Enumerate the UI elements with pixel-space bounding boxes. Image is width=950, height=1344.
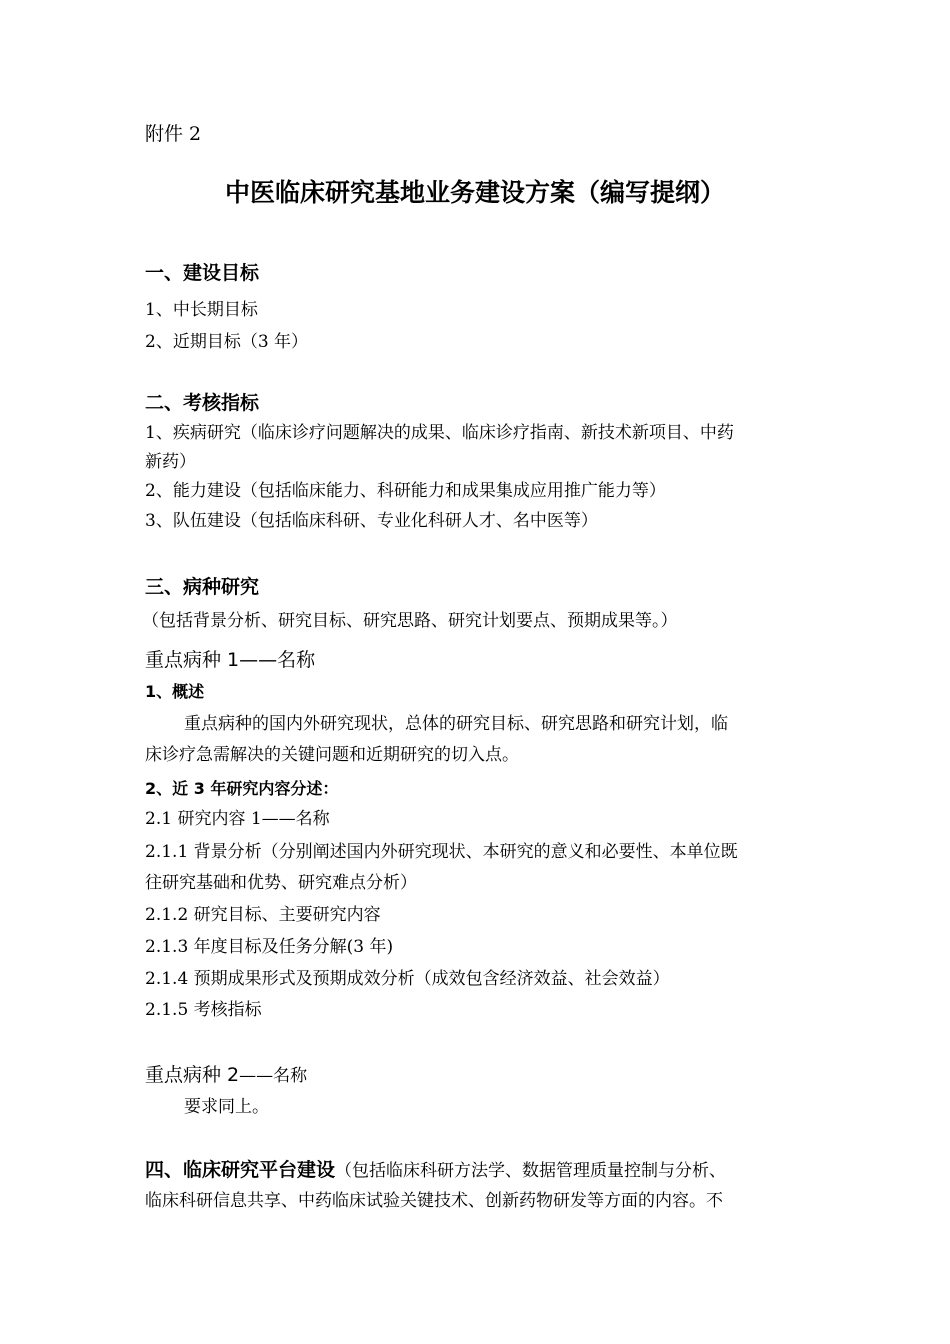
section-2-item-1-line-1: 1、疾病研究（临床诊疗问题解决的成果、临床诊疗指南、新技术新项目、中药 bbox=[145, 423, 734, 443]
section-1-item-2: 2、近期目标（3 年） bbox=[145, 332, 309, 352]
section-2-item-3: 3、队伍建设（包括临床科研、专业化科研人才、名中医等） bbox=[145, 511, 598, 531]
section-2-heading: 二、考核指标 bbox=[145, 392, 260, 414]
content-2-1-1-line-2: 往研究基础和优势、研究难点分析） bbox=[145, 873, 417, 893]
section-2-item-1-line-2: 新药） bbox=[145, 452, 196, 472]
section-3-heading: 三、病种研究 bbox=[145, 576, 260, 598]
content-2-1-5: 2.1.5 考核指标 bbox=[145, 1000, 262, 1020]
content-2-1-1-line-1: 2.1.1 背景分析（分别阐述国内外研究现状、本研究的意义和必要性、本单位既 bbox=[145, 842, 738, 862]
content-label: 2、近 3 年研究内容分述： bbox=[145, 779, 339, 798]
section-4-note-line-2: 临床科研信息共享、中药临床试验关键技术、创新药物研发等方面的内容。不 bbox=[145, 1191, 723, 1211]
content-2-1-3: 2.1.3 年度目标及任务分解(3 年) bbox=[145, 937, 394, 957]
section-4-line-1 bbox=[145, 1157, 726, 1183]
section-3-note: （包括背景分析、研究目标、研究思路、研究计划要点、预期成果等。） bbox=[142, 611, 678, 631]
overview-line-2: 床诊疗急需解决的关键问题和近期研究的切入点。 bbox=[145, 745, 519, 765]
disease-2-title-main: 重点病种 2 bbox=[145, 1064, 240, 1086]
content-2-1-4: 2.1.4 预期成果形式及预期成效分析（成效包含经济效益、社会效益） bbox=[145, 969, 670, 989]
disease-2-title-suffix: ——名称 bbox=[239, 1066, 308, 1086]
disease-1-title: 重点病种 1——名称 bbox=[145, 649, 316, 671]
content-2-1-2: 2.1.2 研究目标、主要研究内容 bbox=[145, 905, 381, 925]
page-title: 中医临床研究基地业务建设方案（编写提纲） bbox=[224, 178, 725, 207]
disease-2-note: 要求同上。 bbox=[184, 1097, 269, 1117]
section-1-heading: 一、建设目标 bbox=[145, 262, 260, 284]
overview-label: 1、概述 bbox=[145, 682, 205, 701]
section-2-item-2: 2、能力建设（包括临床能力、科研能力和成果集成应用推广能力等） bbox=[145, 481, 666, 501]
section-1-item-1: 1、中长期目标 bbox=[145, 300, 258, 320]
section-4-heading: 四、临床研究平台建设 bbox=[145, 1159, 336, 1181]
content-2-1: 2.1 研究内容 1——名称 bbox=[145, 809, 330, 829]
section-4-note-line-1: （包括临床科研方法学、数据管理质量控制与分析、 bbox=[335, 1161, 727, 1181]
disease-2-title bbox=[145, 1062, 307, 1088]
attachment-label: 附件 2 bbox=[145, 123, 202, 145]
overview-line-1: 重点病种的国内外研究现状，总体的研究目标、研究思路和研究计划，临 bbox=[184, 714, 728, 734]
